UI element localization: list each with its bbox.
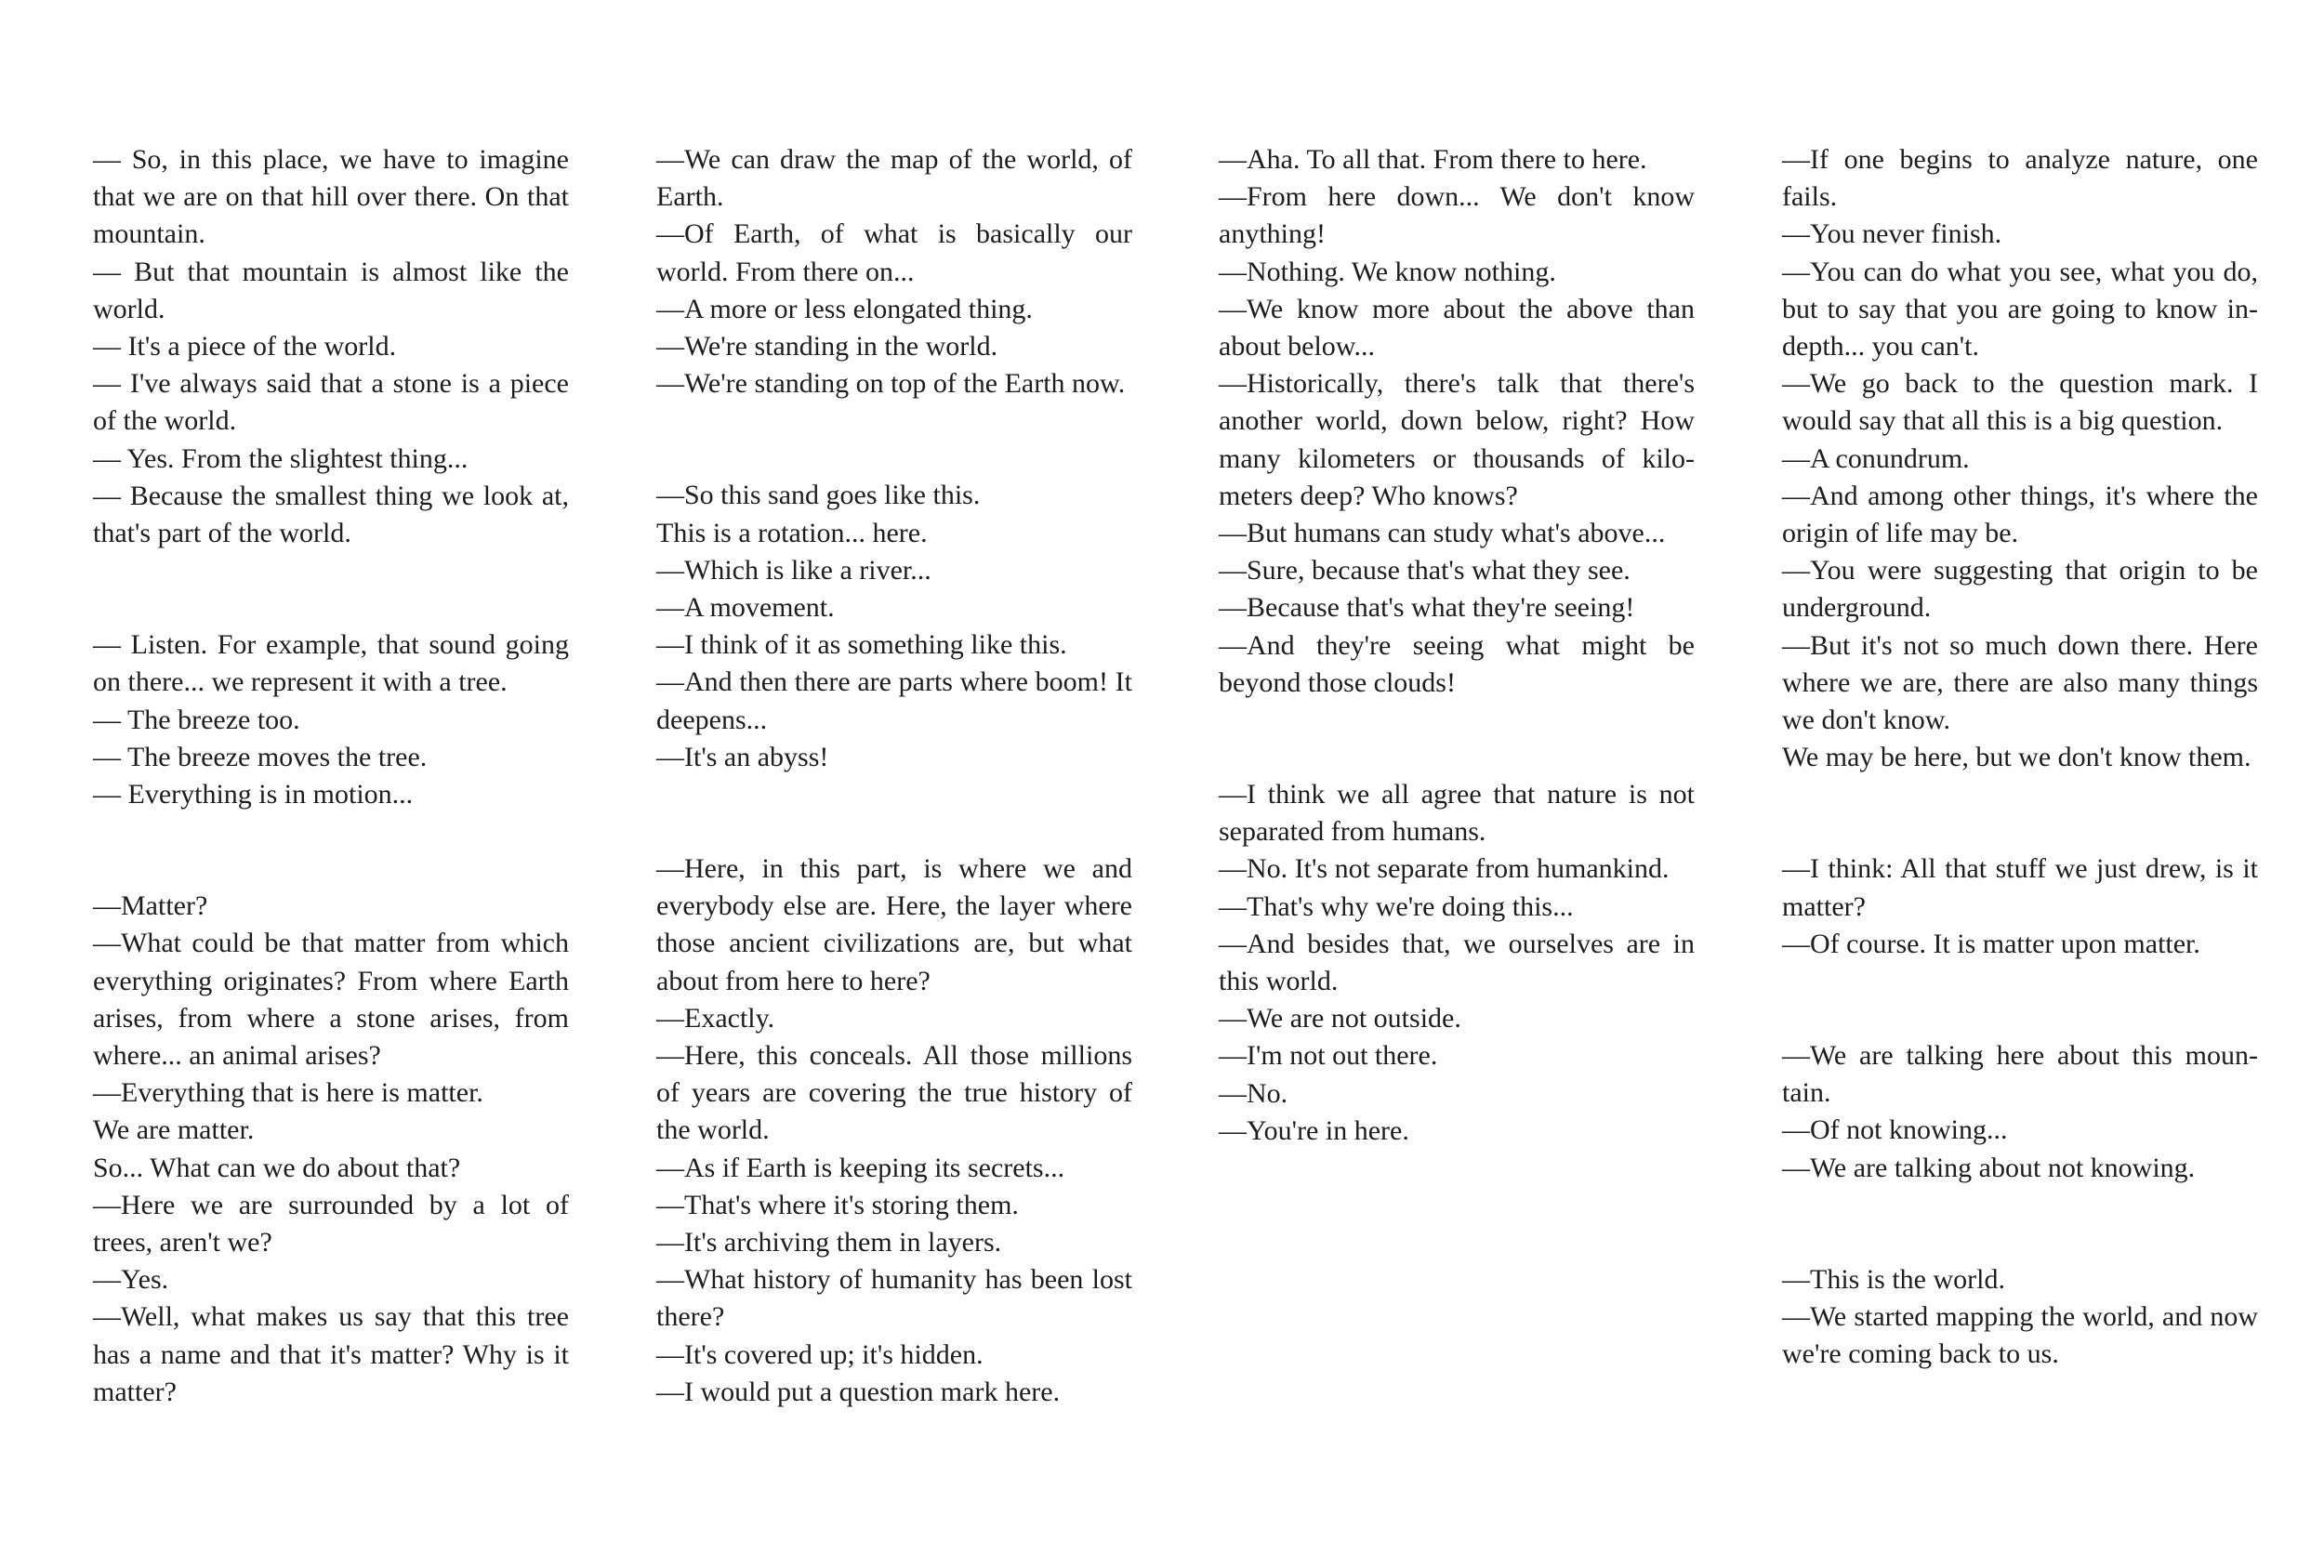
text-column-4 — [1782, 141, 2258, 1447]
dialogue-line: —A more or less elongated thing. — [656, 293, 1033, 324]
dialogue-line: —You're in here. — [1219, 1114, 1409, 1146]
dialogue-line: —I think: All that stuff we just drew, is it matter? — [1782, 853, 2258, 922]
dialogue-line: —So this sand goes like this. — [656, 480, 981, 511]
dialogue-block — [93, 888, 569, 1411]
dialogue-line: — Yes. From the slightest thing... — [93, 442, 469, 474]
dialogue-line: —Of Earth, of what is basically our world. From there on... — [656, 218, 1132, 287]
dialogue-line: —What history of humanity has been lost there? — [656, 1264, 1132, 1333]
dialogue-line: —You never finish. — [1782, 218, 2002, 250]
dialogue-line: — But that mountain is almost like the world. — [93, 256, 569, 324]
dialogue-line: —A conundrum. — [1782, 442, 1970, 474]
dialogue-line: —We are not outside. — [1219, 1003, 1461, 1034]
dialogue-line: —Which is like a river... — [656, 554, 931, 586]
dialogue-line: —I think we all agree that nature is not separated from humans. — [1219, 779, 1695, 848]
dialogue-line: —That's where it's storing them. — [656, 1189, 1019, 1220]
dialogue-block — [1782, 1037, 2258, 1187]
dialogue-line: —Well, what makes us say that this tree has a name and that it's matter? Why is it matter? — [93, 1301, 569, 1407]
dialogue-line: —We're standing on top of the Earth now. — [656, 368, 1126, 400]
dialogue-block — [1782, 850, 2258, 963]
dialogue-line: —Because that's what they're seeing! — [1219, 592, 1635, 624]
dialogue-line: —I think of it as something like this. — [656, 629, 1067, 661]
dialogue-block — [656, 141, 1132, 402]
dialogue-block — [1782, 141, 2258, 776]
text-column-1 — [93, 141, 569, 1485]
dialogue-line: — So, in this place, we have to imagine that we are on that hill over there. On that mountain. — [93, 144, 569, 250]
dialogue-line: —Here, in this part, is where we and everybody else are. Here, the layer where those ancient civilizations are, but what about from here to here? — [656, 853, 1132, 996]
dialogue-line: —And then there are parts where boom! It deepens... — [656, 666, 1132, 735]
dialogue-line: —Of not knowing... — [1782, 1114, 2008, 1146]
text-column-3 — [1219, 141, 1695, 1224]
dialogue-line: —Everything that is here is matter. — [93, 1077, 483, 1109]
dialogue-line: — It's a piece of the world. — [93, 331, 397, 362]
dialogue-line: — Because the smallest thing we look at, that's part of the world. — [93, 480, 569, 549]
dialogue-line: —Aha. To all that. From there to here. — [1219, 144, 1647, 175]
dialogue-line: —Matter? — [93, 890, 208, 922]
dialogue-line: —We started mapping the world, and now we're coming back to us. — [1782, 1301, 2258, 1370]
dialogue-block — [656, 850, 1132, 1411]
dialogue-line: —It's covered up; it's hidden. — [656, 1338, 984, 1370]
dialogue-line: —It's archiving them in layers. — [656, 1227, 1002, 1258]
dialogue-block — [1219, 776, 1695, 1150]
dialogue-line: — The breeze too. — [93, 704, 300, 735]
dialogue-line: —Of course. It is matter upon matter. — [1782, 928, 2200, 959]
dialogue-line: —I would put a question mark here. — [656, 1376, 1061, 1407]
dialogue-block — [93, 626, 569, 813]
dialogue-line: — Everything is in motion... — [93, 779, 414, 810]
dialogue-line: —We are talking here about this mountain. — [1782, 1040, 2258, 1109]
dialogue-line: —No. It's not separate from humankind. — [1219, 853, 1670, 885]
dialogue-line: —Historically, there's talk that there's another world, down below, right? How many kilometers or thousands of kilometers deep? Who knows? — [1219, 368, 1695, 511]
dialogue-line: —No. — [1219, 1077, 1288, 1109]
dialogue-line: —What could be that matter from which everything originates? From where Earth arises, from where a stone arises, from where... an animal arises? — [93, 928, 569, 1072]
dialogue-line: —You can do what you see, what you do, but to say that you are going to know in-depth... you can't. — [1782, 256, 2258, 362]
dialogue-line: —It's an abyss! — [656, 741, 829, 772]
dialogue-line: —Exactly. — [656, 1002, 775, 1034]
dialogue-block — [656, 477, 1132, 776]
dialogue-line: We are matter. — [93, 1114, 255, 1146]
dialogue-line: —Here, this conceals. All those millions of years are covering the true history of the world. — [656, 1040, 1132, 1146]
dialogue-block — [1782, 1261, 2258, 1374]
dialogue-line: — Listen. For example, that sound going on there... we represent it with a tree. — [93, 629, 569, 698]
dialogue-line: —You were suggesting that origin to be underground. — [1782, 555, 2258, 624]
text-column-2 — [656, 141, 1132, 1485]
dialogue-line: —From here down... We don't know anything! — [1219, 181, 1695, 250]
dialogue-line: So... What can we do about that? — [93, 1152, 461, 1183]
dialogue-line: —Yes. — [93, 1264, 169, 1296]
dialogue-line: — The breeze moves the tree. — [93, 741, 428, 772]
dialogue-line: —This is the world. — [1782, 1263, 2005, 1295]
dialogue-line: —I'm not out there. — [1219, 1040, 1438, 1072]
dialogue-line: —If one begins to analyze nature, one fails. — [1782, 144, 2258, 213]
dialogue-line: —But it's not so much down there. Here where we are, there are also many things we don't know. — [1782, 629, 2258, 736]
dialogue-line: —We know more about the above than about below... — [1219, 293, 1695, 362]
dialogue-line: —We can draw the map of the world, of Earth. — [656, 144, 1132, 213]
dialogue-line: —That's why we're doing this... — [1219, 890, 1574, 922]
dialogue-line: —We are talking about not knowing. — [1782, 1152, 2196, 1183]
dialogue-line: We may be here, but we don't know them. — [1782, 742, 2251, 773]
dialogue-line: — I've always said that a stone is a piece of the world. — [93, 368, 569, 437]
dialogue-line: —Here we are surrounded by a lot of trees, aren't we? — [93, 1189, 569, 1258]
dialogue-block — [93, 141, 569, 552]
dialogue-block — [1219, 141, 1695, 702]
dialogue-line: —And among other things, it's where the origin of life may be. — [1782, 480, 2258, 549]
dialogue-line: —We go back to the question mark. I would say that all this is a big question. — [1782, 368, 2258, 437]
dialogue-line: —Sure, because that's what they see. — [1219, 555, 1631, 586]
dialogue-line: —We're standing in the world. — [656, 331, 998, 362]
dialogue-line: —And besides that, we ourselves are in this world. — [1219, 928, 1695, 997]
dialogue-line: —As if Earth is keeping its secrets... — [656, 1152, 1065, 1183]
dialogue-line: —But humans can study what's above... — [1219, 518, 1666, 549]
dialogue-line: —Nothing. We know nothing. — [1219, 256, 1556, 287]
dialogue-line: —A movement. — [656, 592, 835, 624]
dialogue-line: —And they're seeing what might be beyond those clouds! — [1219, 629, 1695, 698]
dialogue-line: This is a rotation... here. — [656, 517, 928, 548]
